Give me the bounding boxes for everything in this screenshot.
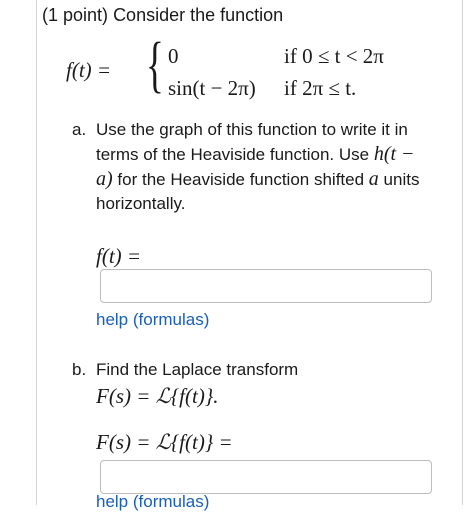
left-border bbox=[36, 0, 37, 505]
case-1-condition: if 0 ≤ t < 2π bbox=[284, 44, 384, 68]
part-b-instructions: Find the Laplace transform bbox=[96, 360, 299, 379]
right-border bbox=[462, 0, 463, 505]
case-2-value: sin(t − 2π) bbox=[168, 76, 256, 100]
part-a-text-2: for the Heaviside function shifted bbox=[117, 170, 365, 189]
left-brace: { bbox=[146, 31, 164, 99]
problem-header bbox=[42, 4, 283, 26]
problem-prompt: Consider the function bbox=[113, 5, 284, 25]
part-b-answer-input[interactable] bbox=[100, 460, 432, 494]
part-a-math-a: a bbox=[368, 168, 379, 190]
part-a-answer-input[interactable] bbox=[100, 269, 432, 303]
part-a-math-h: h(t − a) bbox=[96, 143, 415, 190]
function-lhs: f(t) = bbox=[66, 58, 112, 82]
part-a-text-1: Use the graph of this function to write it in terms of the Heaviside function. Use bbox=[96, 120, 408, 164]
part-a-text-3: units horizontally. bbox=[96, 170, 420, 213]
part-b-marker: b. bbox=[72, 360, 87, 379]
part-b bbox=[0, 358, 474, 388]
part-a-answer-label: f(t) = bbox=[96, 244, 142, 268]
points-label: (1 point) bbox=[42, 5, 109, 25]
case-1-value: 0 bbox=[168, 44, 179, 68]
part-a-instructions bbox=[96, 118, 426, 216]
part-b-help-link[interactable]: help (formulas) bbox=[96, 492, 210, 511]
part-a-marker: a. bbox=[72, 120, 87, 139]
part-b-answer-label: F(s) = ℒ{f(t)} = bbox=[96, 430, 233, 454]
part-a-help-link[interactable]: help (formulas) bbox=[96, 310, 210, 329]
part-a bbox=[0, 118, 474, 218]
case-2-condition: if 2π ≤ t. bbox=[284, 76, 357, 100]
part-b-definition: F(s) = ℒ{f(t)}. bbox=[96, 384, 219, 408]
part-b-help-link-clip bbox=[96, 492, 216, 511]
